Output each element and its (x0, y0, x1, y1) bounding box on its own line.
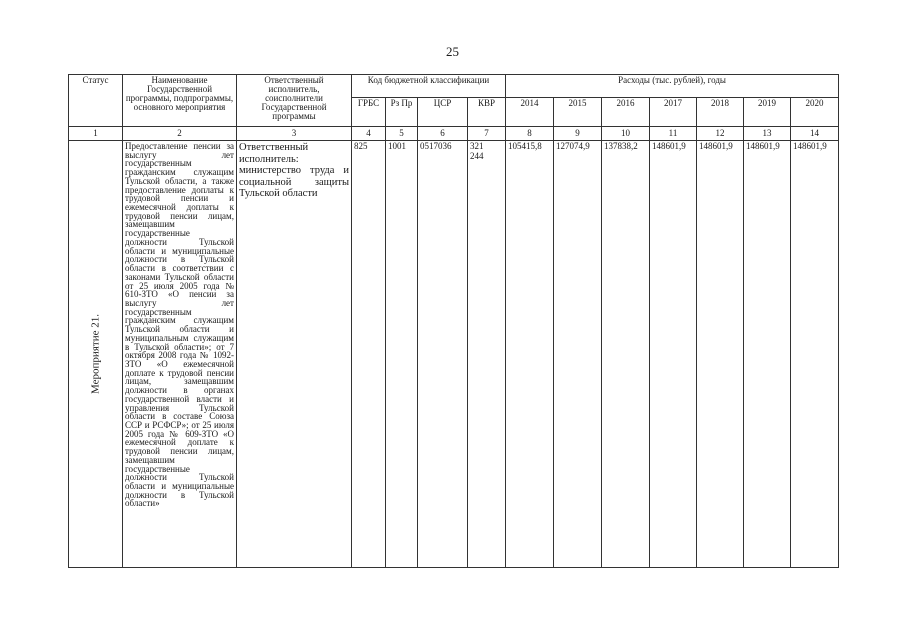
column-number: 13 (744, 127, 791, 141)
header-year-2017: 2017 (650, 98, 697, 127)
column-number: 2 (123, 127, 237, 141)
header-expenses: Расходы (тыс. рублей), годы (506, 75, 839, 98)
column-number-row (69, 127, 839, 141)
header-name: Наименование Государственной программы, подпрограммы, основного мероприятия (123, 75, 237, 127)
column-number: 14 (791, 127, 839, 141)
header-budget-code: Код бюджетной классификации (352, 75, 506, 98)
header-row-1 (69, 75, 839, 98)
header-year-2014: 2014 (506, 98, 554, 127)
column-number: 1 (69, 127, 123, 141)
column-number: 8 (506, 127, 554, 141)
header-year-2015: 2015 (554, 98, 602, 127)
table-row (69, 141, 839, 568)
value-2019: 148601,9 (744, 141, 791, 568)
value-2018: 148601,9 (697, 141, 744, 568)
header-code-grbs: ГРБС (352, 98, 386, 127)
page-number: 25 (446, 44, 459, 59)
header-code-kvr: КВР (468, 98, 506, 127)
value-2017: 148601,9 (650, 141, 697, 568)
header-year-2018: 2018 (697, 98, 744, 127)
column-number: 11 (650, 127, 697, 141)
executor-cell (237, 141, 352, 568)
budget-table (68, 74, 839, 568)
column-number: 10 (602, 127, 650, 141)
csr-value: 0517036 (418, 141, 468, 568)
status-label: Мероприятие 21. (89, 314, 101, 394)
column-number: 3 (237, 127, 352, 141)
column-number: 5 (386, 127, 418, 141)
executor-text: Ответственный исполнитель: министерство труда и социальной защиты Тульской области (239, 142, 349, 199)
header-year-2020: 2020 (791, 98, 839, 127)
header-status: Статус (69, 75, 123, 127)
kvr-value-1: 321 (470, 141, 484, 151)
value-2016: 137838,2 (602, 141, 650, 568)
column-number: 12 (697, 127, 744, 141)
column-number: 7 (468, 127, 506, 141)
grbs-value: 825 (352, 141, 386, 568)
value-2015: 127074,9 (554, 141, 602, 568)
value-2014: 105415,8 (506, 141, 554, 568)
header-year-2019: 2019 (744, 98, 791, 127)
event-description: Предоставление пенсии за выслугу лет государственным гражданским служащим Тульской области, а также предоставление доплаты к трудовой пенсии и ежемесячной доплаты к трудовой пенсии лицам, замещавшим государственные должности Тульской области и муниципальные должности в Тульской области в соответствии с законами Тульской области от 25 июля 2005 года № 610-ЗТО «О пенсии за выслугу лет государственным гражданским служащим Тульской области и муниципальным служащим в Тульской области»; от 7 октября 2008 года № 1092-ЗТО «О ежемесячной доплате к трудовой пенсии лицам, замещавшим должности в органах государственной власти и управления Тульской области в составе Союза ССР и РСФСР»; от 25 июля 2005 года № 609-ЗТО «О ежемесячной доплате к трудовой пенсии лицам, замещавшим государственные должности Тульской области и муниципальные должности в Тульской области» (123, 141, 237, 568)
column-number: 6 (418, 127, 468, 141)
kvr-value (468, 141, 506, 568)
header-code-rzpr: Рз Пр (386, 98, 418, 127)
rzpr-value: 1001 (386, 141, 418, 568)
header-executor: Ответственный исполнитель, соисполнители Государственной программы (237, 75, 352, 127)
column-number: 4 (352, 127, 386, 141)
header-year-2016: 2016 (602, 98, 650, 127)
kvr-value-2: 244 (470, 151, 484, 161)
column-number: 9 (554, 127, 602, 141)
value-2020: 148601,9 (791, 141, 839, 568)
status-cell (69, 141, 123, 568)
header-code-csr: ЦСР (418, 98, 468, 127)
